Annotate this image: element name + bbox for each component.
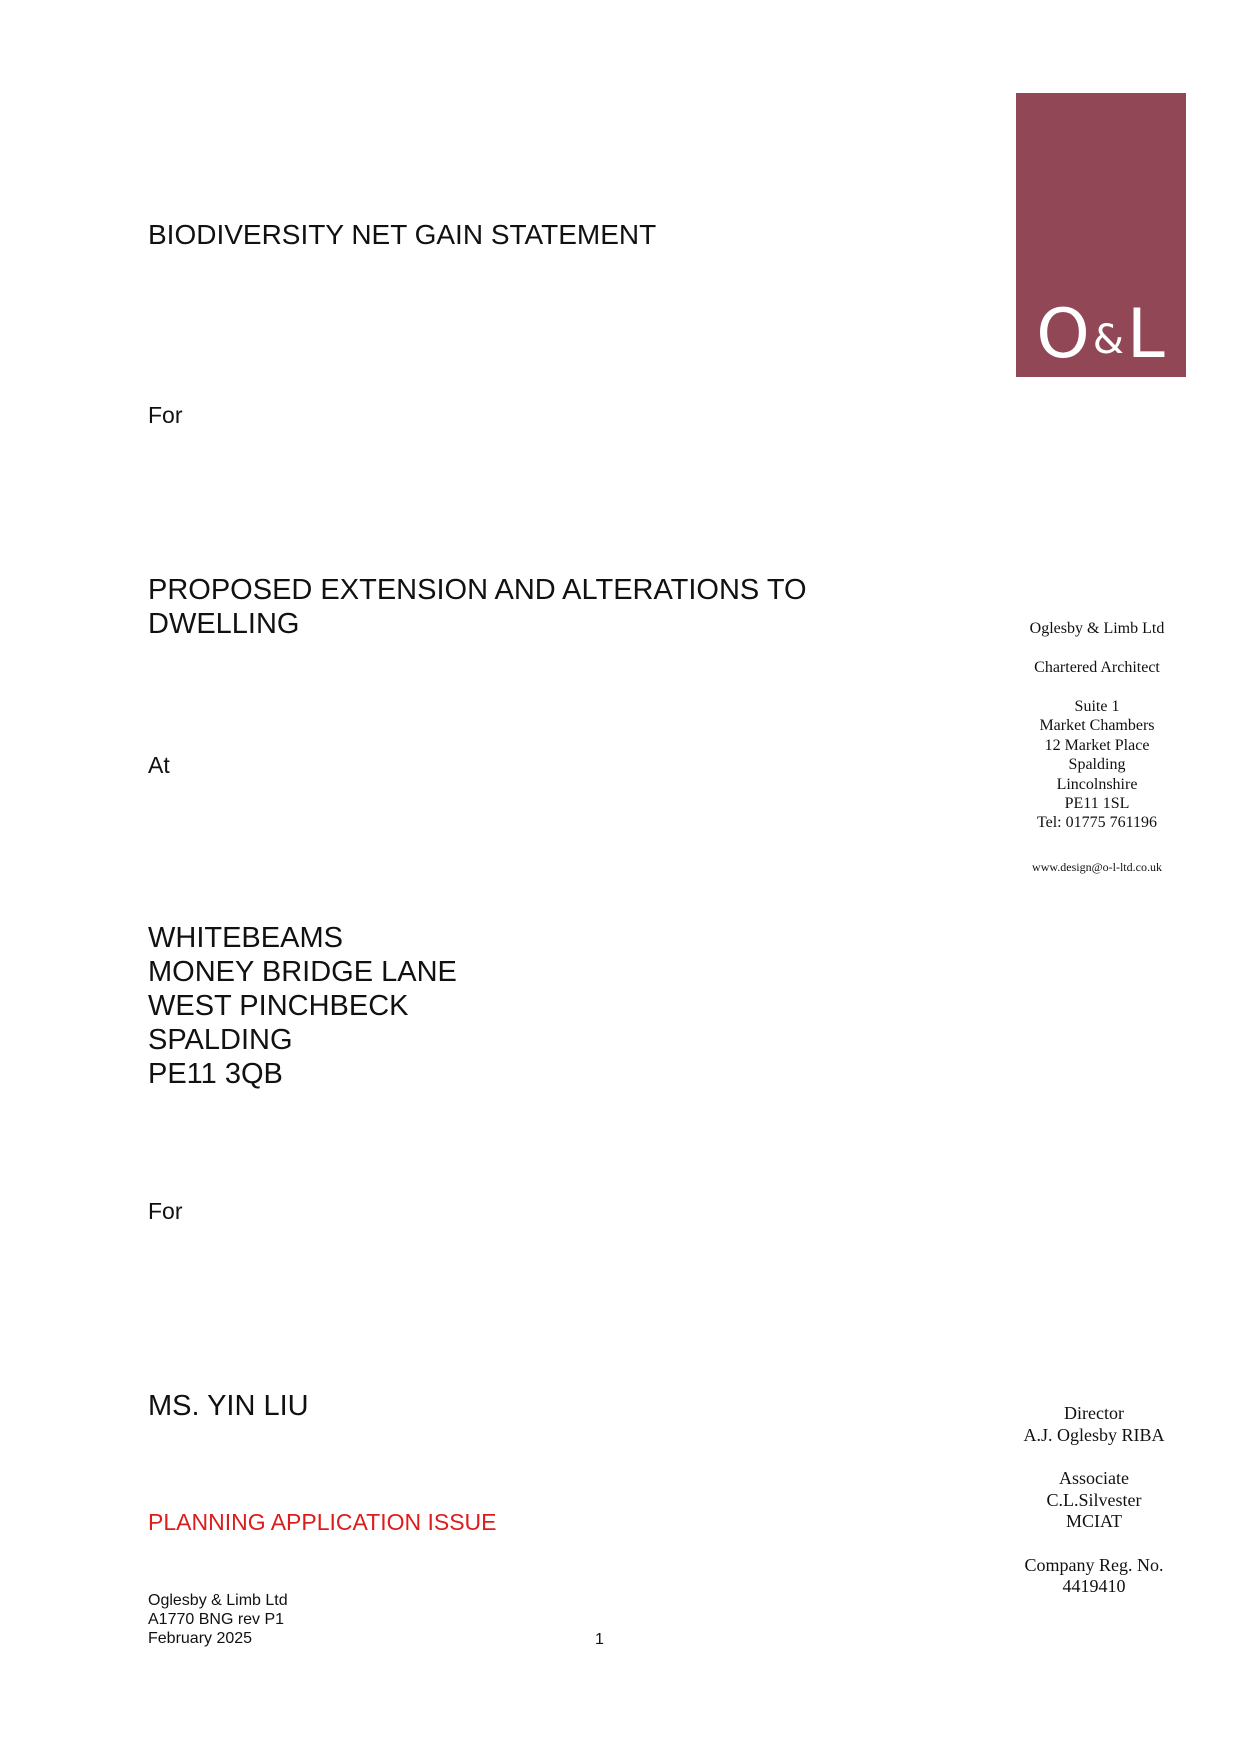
firm-website: www.design@o-l-ltd.co.uk bbox=[1032, 860, 1162, 874]
associate-name: C.L.Silvester bbox=[1046, 1489, 1142, 1510]
director-label: Director bbox=[1064, 1403, 1124, 1423]
firm-address-line: Lincolnshire bbox=[1056, 775, 1138, 793]
firm-address-line: Suite 1 bbox=[1074, 698, 1120, 715]
footer-date: February 2025 bbox=[148, 1630, 253, 1647]
logo-text: O&L bbox=[1036, 295, 1166, 374]
firm-address-line: PE11 1SL bbox=[1064, 795, 1130, 813]
issue-status: PLANNING APPLICATION ISSUE bbox=[148, 1509, 497, 1535]
firm-address-line: Spalding bbox=[1068, 756, 1126, 774]
company-reg-label: Company Reg. No. bbox=[1024, 1554, 1164, 1575]
project-description bbox=[148, 573, 807, 641]
firm-name: Oglesby & Limb Ltd bbox=[1029, 620, 1165, 637]
site-address bbox=[148, 921, 457, 1091]
footer-info bbox=[148, 1591, 288, 1648]
firm-address-line: Market Chambers bbox=[1039, 717, 1155, 735]
page-number: 1 bbox=[595, 1631, 604, 1648]
director-name: A.J. Oglesby RIBA bbox=[1023, 1424, 1165, 1445]
for-label: For bbox=[148, 402, 183, 428]
address-line: WHITEBEAMS bbox=[148, 922, 343, 954]
project-line: DWELLING bbox=[148, 608, 300, 640]
company-reg-number: 4419410 bbox=[1062, 1576, 1126, 1596]
address-line: PE11 3QB bbox=[148, 1058, 283, 1090]
associate-label: Associate bbox=[1059, 1468, 1129, 1488]
document-title: BIODIVERSITY NET GAIN STATEMENT bbox=[148, 219, 657, 250]
project-line: PROPOSED EXTENSION AND ALTERATIONS TO bbox=[148, 574, 807, 606]
company-logo bbox=[1016, 93, 1186, 377]
footer-company: Oglesby & Limb Ltd bbox=[148, 1592, 288, 1609]
firm-telephone: Tel: 01775 761196 bbox=[1036, 814, 1158, 832]
address-line: MONEY BRIDGE LANE bbox=[148, 956, 457, 988]
footer-reference: A1770 BNG rev P1 bbox=[148, 1611, 285, 1628]
client-name: MS. YIN LIU bbox=[148, 1390, 309, 1422]
at-label: At bbox=[148, 752, 170, 778]
address-line: WEST PINCHBECK bbox=[148, 990, 409, 1022]
address-line: SPALDING bbox=[148, 1024, 293, 1056]
associate-qualification: MCIAT bbox=[1065, 1511, 1122, 1531]
company-people bbox=[1000, 1403, 1188, 1598]
firm-address-line: 12 Market Place bbox=[1044, 736, 1150, 754]
for-label: For bbox=[148, 1198, 183, 1224]
firm-address bbox=[1000, 697, 1194, 833]
firm-profession: Chartered Architect bbox=[1034, 659, 1160, 676]
